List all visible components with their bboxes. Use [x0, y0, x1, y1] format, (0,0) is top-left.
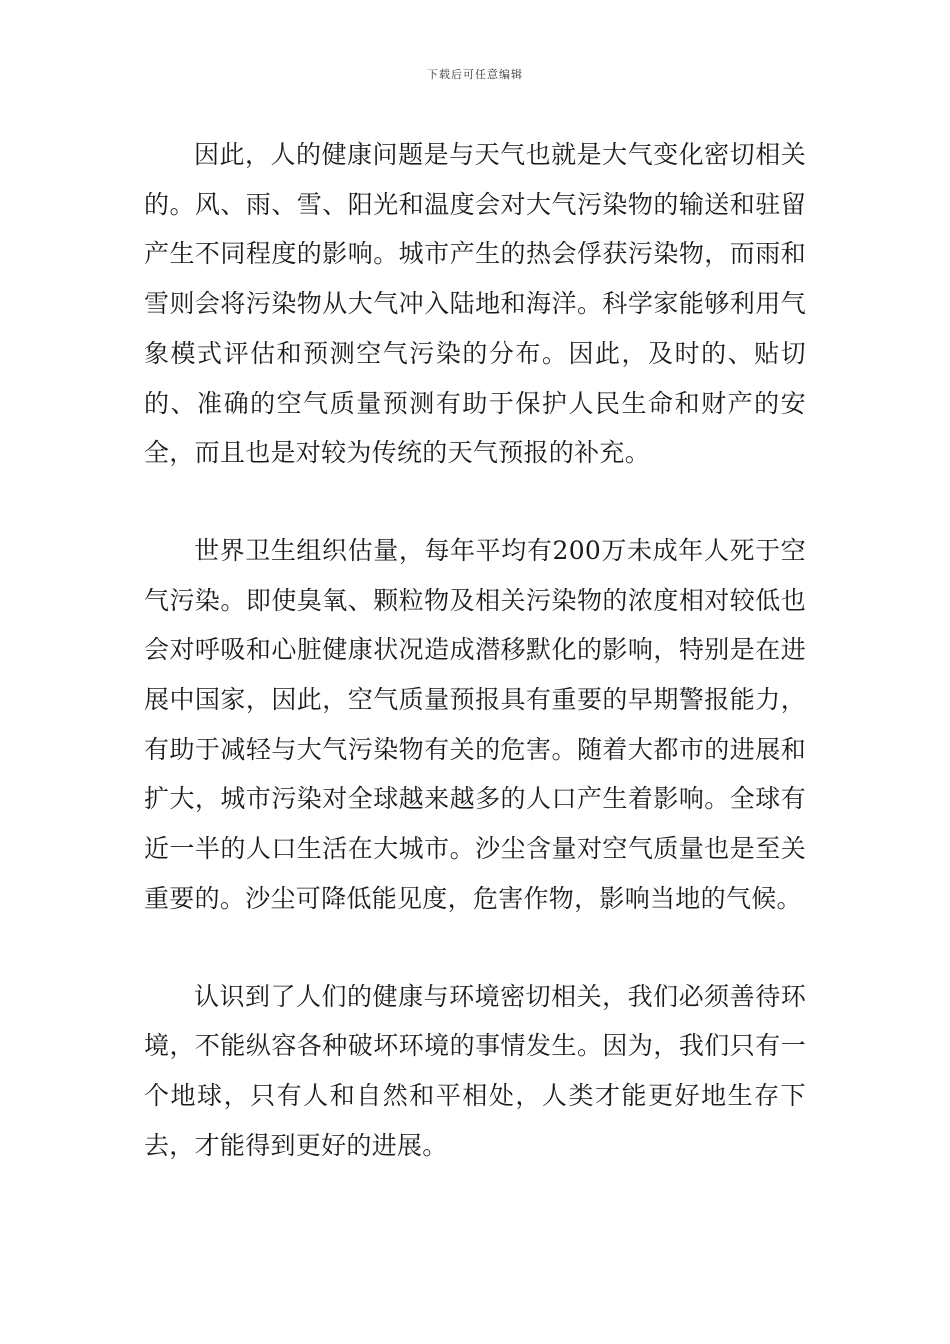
paragraph-who-estimate: 世界卫生组织估量，每年平均有200万未成年人死于空气污染。即使臭氧、颗粒物及相关污染物的浓度相对较低也会对呼吸和心脏健康状况造成潜移默化的影响，特别是在进展中国家，因此，空气质量预报具有重要的早期警报能力，有助于减轻与大气污染物有关的危害。随着大都市的进展和扩大，城市污染对全球越来越多的人口产生着影响。全球有近一半的人口生活在大城市。沙尘含量对空气质量也是至关重要的。沙尘可降低能见度，危害作物，影响当地的气候。 [144, 535, 806, 913]
paragraph-conclusion: 认识到了人们的健康与环境密切相关，我们必须善待环境，不能纵容各种破坏环境的事情发生。因为，我们只有一个地球，只有人和自然和平相处，人类才能更好地生存下去，才能得到更好的进展。 [144, 981, 806, 1160]
paragraph-weather-health: 因此，人的健康问题是与天气也就是大气变化密切相关的。风、雨、雪、阳光和温度会对大气污染物的输送和驻留产生不同程度的影响。城市产生的热会俘获污染物，而雨和雪则会将污染物从大气冲入陆地和海洋。科学家能够利用气象模式评估和预测空气污染的分布。因此，及时的、贴切的、准确的空气质量预测有助于保护人民生命和财产的安全，而且也是对较为传统的天气预报的补充。 [144, 140, 806, 468]
document-body [144, 130, 806, 1170]
page-header: 下载后可任意编辑 [427, 68, 523, 81]
